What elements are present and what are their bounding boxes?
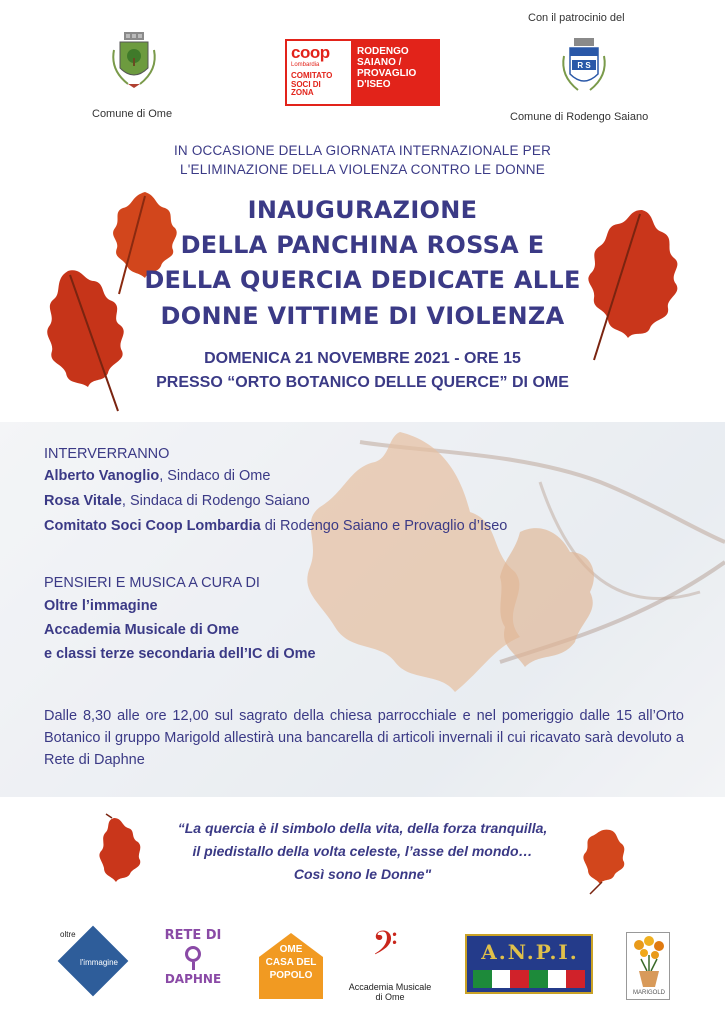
casa-line: OME [279, 944, 303, 955]
speaker-name: Comitato Soci Coop Lombardia [44, 518, 261, 534]
quote-line-2: il piedistallo della volta celeste, l’asse del mondo… [192, 843, 533, 859]
rete-label: RETE DI [164, 928, 222, 943]
daphne-label: DAPHNE [164, 972, 222, 986]
speakers-heading: INTERVERRANNO [44, 446, 170, 462]
accademia-line: Accademia Musicale [348, 982, 432, 992]
ome-crest-logo [106, 30, 162, 98]
bass-clef-icon: 𝄢 [372, 925, 398, 971]
coop-zona-line: SAIANO / [357, 57, 402, 68]
female-symbol-stem [192, 962, 195, 970]
quote-line-3: Così sono le Donne" [293, 866, 432, 882]
coop-comitato-line: ZONA [291, 88, 314, 97]
music-item: Accademia Musicale di Ome [44, 622, 240, 638]
coop-region: Lombardia [291, 62, 320, 68]
female-symbol-icon [185, 946, 201, 962]
coop-brand: coop [291, 43, 330, 62]
speaker-item [44, 518, 507, 534]
coop-zona-line: PROVAGLIO [357, 68, 417, 79]
speaker-name: Rosa Vitale [44, 493, 122, 509]
title-line-4: DONNE VITTIME DI VIOLENZA [160, 302, 565, 330]
coop-comitato-line: COMITATO [291, 71, 333, 80]
italian-flag-stripes [473, 970, 585, 988]
coop-comitato-line: SOCI DI [291, 79, 321, 89]
music-item: Oltre l’immagine [44, 598, 158, 614]
rete-daphne-logo [160, 928, 226, 990]
oltre-immagine-logo [60, 930, 130, 994]
date-line: DOMENICA 21 NOVEMBRE 2021 - ORE 15 [204, 350, 521, 367]
music-item: e classi terze secondaria dell’IC di Ome [44, 646, 316, 662]
rodengo-crest-logo [556, 36, 612, 104]
place-line: PRESSO “ORTO BOTANICO DELLE QUERCE” DI OME [156, 374, 569, 391]
anpi-label: A.N.P.I. [481, 940, 579, 964]
coop-logo [285, 39, 440, 106]
rodengo-badge-text: R S [577, 61, 591, 70]
music-heading: PENSIERI E MUSICA A CURA DI [44, 575, 260, 591]
title-line-1: INAUGURAZIONE [247, 196, 478, 224]
occasion-line-2: L'ELIMINAZIONE DELLA VIOLENZA CONTRO LE DONNE [180, 162, 545, 177]
occasion-line-1: IN OCCASIONE DELLA GIORNATA INTERNAZIONALE PER [173, 143, 552, 158]
coop-zona-line: RODENGO [357, 46, 409, 57]
marigold-logo [626, 932, 670, 1000]
oltre-label: oltre [60, 930, 76, 939]
speaker-item [44, 493, 310, 509]
casa-popolo-logo [255, 931, 327, 1001]
title-line-3: DELLA QUERCIA DEDICATE ALLE [144, 266, 581, 294]
accademia-musicale-logo [342, 925, 438, 1004]
anpi-logo [465, 934, 593, 994]
oltre-sublabel: l'immagine [80, 958, 118, 967]
speaker-item [44, 468, 270, 484]
marigold-info-paragraph: Dalle 8,30 alle ore 12,00 sul sagrato della chiesa parrocchiale e nel pomeriggio dalle 15 all’Orto Botanico il gruppo Marigold allestirà una bancarella di articoli invernali il cui ricavato sarà devoluto a Rete di Daphne [44, 708, 684, 768]
comune-rodengo-label: Comune di Rodengo Saiano [510, 111, 649, 123]
speaker-name: Alberto Vanoglio [44, 468, 160, 484]
speaker-role: di Rodengo Saiano e Provaglio d’Iseo [260, 518, 508, 534]
coop-zona-line: D'ISEO [357, 79, 391, 90]
title-line-2: DELLA PANCHINA ROSSA E [180, 231, 545, 259]
marigold-label: MARIGOLD [632, 990, 665, 996]
speaker-role: , Sindaco di Ome [159, 468, 271, 484]
quote-line-1: “La quercia è il simbolo della vita, della forza tranquilla, [177, 820, 548, 836]
speaker-role: , Sindaca di Rodengo Saiano [121, 493, 310, 509]
casa-line: POPOLO [269, 970, 313, 981]
accademia-line: di Ome [375, 992, 405, 1002]
comune-ome-label: Comune di Ome [92, 108, 173, 120]
patrocinio-label: Con il patrocinio del [528, 12, 625, 24]
casa-line: CASA DEL [265, 957, 317, 968]
